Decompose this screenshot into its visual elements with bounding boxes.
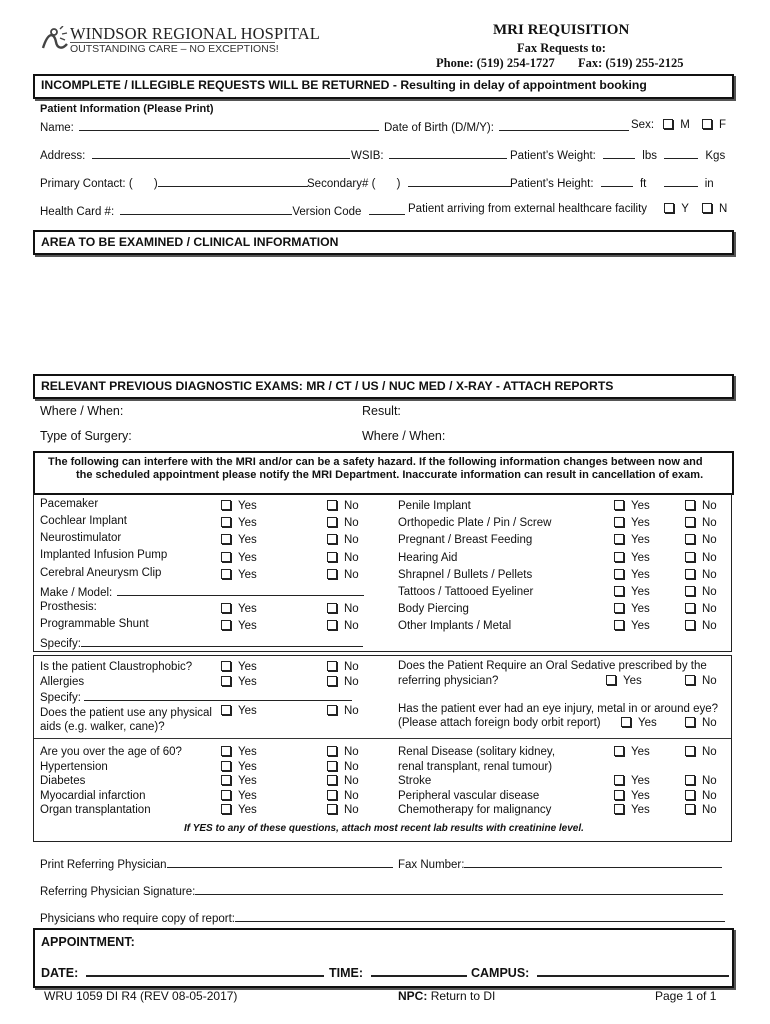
no-label: No — [344, 789, 359, 802]
sex-f-option — [702, 119, 726, 131]
yes-checkbox[interactable] — [221, 569, 231, 579]
yes-checkbox[interactable] — [221, 603, 231, 613]
no-label: No — [702, 804, 717, 816]
no-label: No — [702, 500, 717, 512]
sedative-question-2: referring physician? — [398, 675, 499, 687]
implant-right-6: Tattoos / Tattooed Eyeliner — [398, 586, 534, 599]
implant-left-3: Neurostimulator — [40, 532, 122, 544]
weight-kgs-field[interactable] — [664, 147, 698, 159]
patient-info-heading: Patient Information (Please Print) — [40, 103, 214, 115]
yes-label: Yes — [631, 534, 650, 547]
hospital-tagline: OUTSTANDING CARE – NO EXCEPTIONS! — [70, 43, 279, 55]
appointment-campus-field[interactable] — [537, 964, 729, 977]
no-label: No — [702, 675, 717, 687]
claustrophobic-question: Is the patient Claustrophobic? — [40, 661, 193, 673]
no-option[interactable] — [685, 550, 717, 567]
wsib-field[interactable] — [389, 147, 507, 159]
dob-row — [384, 119, 629, 134]
in-label: in — [704, 178, 714, 190]
print-physician-label: Print Referring Physician — [40, 859, 167, 871]
warning-text: INCOMPLETE / ILLEGIBLE REQUESTS WILL BE RETURNED - Resulting in delay of appointment booking — [41, 78, 647, 92]
sex-m-label: M — [680, 119, 690, 131]
history-frame — [33, 655, 732, 842]
right-yes-column — [614, 498, 650, 636]
hypertension-question: Hypertension — [40, 760, 108, 773]
yes-label: Yes — [238, 760, 257, 773]
type-of-surgery: Type of Surgery: — [40, 429, 132, 443]
health-card-row — [40, 203, 405, 218]
yes-label: Yes — [238, 534, 257, 547]
no-label: No — [344, 704, 359, 717]
no-option[interactable] — [327, 567, 359, 584]
external-facility-row — [408, 203, 689, 215]
hospital-logo — [40, 24, 320, 60]
sex-m-checkbox[interactable] — [663, 119, 673, 129]
version-code-field[interactable] — [369, 203, 405, 215]
sex-f-label: F — [719, 119, 727, 131]
left-yes-column — [221, 498, 257, 636]
no-checkbox[interactable] — [685, 517, 695, 527]
no-checkbox[interactable] — [327, 500, 337, 510]
no-checkbox[interactable] — [327, 517, 337, 527]
yes-checkbox[interactable] — [614, 586, 624, 596]
yes-label: Yes — [238, 500, 257, 512]
yes-label: Yes — [631, 603, 650, 616]
yes-option[interactable] — [614, 584, 650, 601]
no-label: No — [702, 620, 717, 633]
no-option[interactable] — [327, 498, 359, 515]
yes-label: Yes — [238, 620, 257, 633]
no-label: No — [344, 760, 359, 773]
version-code-label: Version Code — [292, 206, 362, 218]
phone-number: Phone: (519) 254-1727 — [436, 56, 555, 70]
yes-label: Yes — [631, 804, 650, 816]
no-checkbox[interactable] — [327, 569, 337, 579]
weight-row — [510, 147, 725, 162]
physical-aids-question-2: aids (e.g. walker, cane)? — [40, 721, 165, 733]
print-physician-field[interactable] — [167, 856, 393, 868]
external-no-checkbox[interactable] — [702, 203, 712, 213]
primary-paren-close: ) — [153, 178, 158, 190]
no-label: No — [344, 804, 359, 816]
implant-right-5: Shrapnel / Bullets / Pellets — [398, 568, 533, 581]
sedative-question-1: Does the Patient Require an Oral Sedative prescribed by the — [398, 660, 707, 672]
renal-question-2: renal transplant, renal tumour) — [398, 760, 553, 773]
implants-specify-row — [40, 635, 363, 650]
organ-transplant-question: Organ transplantation — [40, 804, 151, 816]
no-option[interactable] — [327, 532, 359, 549]
renal-question-1: Renal Disease (solitary kidney, — [398, 746, 556, 758]
previous-exams-title: RELEVANT PREVIOUS DIAGNOSTIC EXAMS: MR / CT / US / NUC MED / X-RAY - ATTACH REPORTS — [41, 379, 614, 393]
appointment-heading: APPOINTMENT: — [41, 935, 135, 949]
dob-field[interactable] — [499, 119, 629, 131]
yes-option[interactable] — [614, 601, 650, 618]
signature-field[interactable] — [195, 883, 723, 895]
yes-checkbox[interactable] — [614, 552, 624, 562]
yes-checkbox[interactable] — [614, 569, 624, 579]
wsib-row — [351, 147, 507, 162]
no-checkbox[interactable] — [685, 603, 695, 613]
yes-label: Yes — [631, 746, 650, 758]
no-label: No — [344, 620, 359, 633]
yes-label: Yes — [631, 586, 650, 599]
previous-where-when: Where / When: — [40, 404, 124, 418]
yes-checkbox[interactable] — [221, 500, 231, 510]
signature-label: Referring Physician Signature: — [40, 886, 196, 898]
no-label: No — [702, 775, 717, 787]
yes-label: Yes — [631, 568, 650, 581]
yes-label: Yes — [631, 551, 650, 564]
yes-option[interactable] — [221, 532, 257, 549]
no-checkbox[interactable] — [685, 500, 695, 510]
myocardial-question: Myocardial infarction — [40, 789, 146, 802]
appointment-campus-label: CAMPUS: — [471, 966, 530, 980]
yes-label: Yes — [238, 661, 257, 673]
yes-checkbox[interactable] — [221, 534, 231, 544]
yes-option[interactable] — [221, 618, 257, 635]
physician-fax-row — [398, 856, 722, 871]
implant-right-7: Body Piercing — [398, 603, 469, 616]
no-label: No — [344, 568, 359, 581]
fax-number: Fax: (519) 255-2125 — [578, 56, 684, 70]
no-label: No — [344, 603, 359, 616]
primary-contact-label: Primary Contact: ( — [40, 178, 133, 190]
no-option[interactable] — [685, 567, 717, 584]
yes-checkbox[interactable] — [614, 517, 624, 527]
kgs-label: Kgs — [705, 150, 726, 162]
yes-label: Yes — [238, 789, 257, 802]
area-examined-title: AREA TO BE EXAMINED / CLINICAL INFORMATION — [41, 235, 339, 249]
yes-checkbox[interactable] — [221, 620, 231, 630]
signature-row — [40, 883, 723, 898]
ft-label: ft — [639, 178, 647, 190]
no-option[interactable] — [685, 601, 717, 618]
external-yes-checkbox[interactable] — [664, 203, 674, 213]
chemo-question: Chemotherapy for malignancy — [398, 804, 552, 816]
height-label: Patient’s Height: — [510, 178, 594, 190]
stroke-question: Stroke — [398, 775, 432, 787]
no-label: No — [702, 517, 717, 530]
right-no-column — [685, 498, 717, 636]
secondary-label: Secondary# ( — [307, 178, 376, 190]
external-no-label: N — [719, 203, 728, 215]
diabetes-question: Diabetes — [40, 775, 86, 787]
health-card-label: Health Card #: — [40, 206, 115, 218]
no-label: No — [344, 746, 359, 758]
print-physician-row — [40, 856, 393, 871]
no-label: No — [702, 586, 717, 599]
yes-label: Yes — [238, 675, 257, 688]
page-number: Page 1 of 1 — [655, 989, 717, 1003]
yes-option[interactable] — [614, 567, 650, 584]
no-label: No — [344, 500, 359, 512]
implant-left-4: Implanted Infusion Pump — [40, 549, 168, 561]
yes-option[interactable] — [614, 515, 650, 532]
yes-option[interactable] — [221, 515, 257, 532]
implant-right-3: Pregnant / Breast Feeding — [398, 534, 533, 547]
no-option[interactable] — [327, 601, 359, 618]
surgery-where-when: Where / When: — [362, 429, 446, 443]
health-card-field[interactable] — [120, 203, 292, 215]
yes-option[interactable] — [614, 550, 650, 567]
no-option[interactable] — [685, 532, 717, 549]
no-option[interactable] — [685, 584, 717, 601]
no-option[interactable] — [327, 550, 359, 567]
appointment-date-label: DATE: — [41, 966, 79, 980]
weight-label: Patient’s Weight: — [510, 150, 596, 162]
no-option[interactable] — [685, 498, 717, 515]
yes-label: Yes — [631, 620, 650, 633]
implants-right-column — [398, 498, 551, 636]
no-label: No — [702, 603, 717, 616]
no-checkbox[interactable] — [685, 534, 695, 544]
height-row — [510, 175, 714, 190]
yes-option[interactable] — [221, 550, 257, 567]
appointment-campus-row — [471, 964, 729, 980]
allergies-question: Allergies — [40, 675, 85, 688]
name-field[interactable] — [79, 119, 379, 131]
no-label: No — [702, 551, 717, 564]
form-code: WRU 1059 DI R4 (REV 08-05-2017) — [44, 989, 238, 1003]
no-checkbox[interactable] — [685, 552, 695, 562]
no-label: No — [344, 551, 359, 564]
secondary-contact-row — [307, 175, 511, 190]
sex-row — [631, 119, 690, 131]
previous-result: Result: — [362, 404, 401, 418]
height-in-field[interactable] — [664, 175, 698, 187]
no-checkbox[interactable] — [685, 586, 695, 596]
secondary-paren-close: ) — [396, 178, 401, 190]
eye-injury-question-2: (Please attach foreign body orbit report) — [398, 717, 601, 729]
lbs-label: lbs — [642, 150, 657, 162]
npc-row — [398, 989, 495, 1003]
make-model-label: Make / Model: — [40, 587, 113, 599]
logo-figure-icon — [40, 26, 70, 56]
external-no-option — [702, 203, 727, 215]
yes-checkbox[interactable] — [614, 620, 624, 630]
primary-contact-field[interactable] — [158, 175, 308, 187]
yes-label: Yes — [238, 746, 257, 758]
no-label: No — [344, 517, 359, 530]
physical-aids-question-1: Does the patient use any physical — [40, 706, 212, 719]
implant-right-8: Other Implants / Metal — [398, 620, 512, 633]
implant-left-7: Prosthesis: — [40, 601, 97, 613]
form-title: MRI REQUISITION — [493, 22, 630, 38]
no-label: No — [702, 568, 717, 581]
implant-left-2: Cochlear Implant — [40, 515, 127, 527]
implants-specify-field[interactable] — [81, 635, 363, 647]
yes-label: Yes — [238, 775, 257, 787]
yes-label: Yes — [631, 775, 650, 787]
yes-label: Yes — [638, 717, 657, 729]
external-yes-label: Y — [681, 203, 689, 215]
yes-label: Yes — [238, 551, 257, 564]
copy-report-field[interactable] — [235, 910, 725, 922]
yes-checkbox[interactable] — [221, 552, 231, 562]
appointment-time-label: TIME: — [329, 966, 364, 980]
npc-label: NPC: — [398, 989, 428, 1003]
yes-option[interactable] — [614, 498, 650, 515]
wsib-label: WSIB: — [351, 150, 384, 162]
yes-checkbox[interactable] — [614, 603, 624, 613]
yes-option[interactable] — [221, 498, 257, 515]
no-label: No — [702, 789, 717, 802]
height-ft-field[interactable] — [601, 175, 633, 187]
appointment-date-field[interactable] — [86, 964, 324, 977]
no-label: No — [702, 717, 717, 729]
external-facility-label: Patient arriving from external healthcare facility — [408, 203, 648, 215]
no-checkbox[interactable] — [327, 620, 337, 630]
hospital-name: WINDSOR REGIONAL HOSPITAL — [70, 24, 320, 43]
npc-text: Return to DI — [430, 989, 496, 1003]
safety-notice-line1: The following can interfere with the MRI and/or can be a safety hazard. If the following information changes between now and — [48, 456, 703, 468]
appointment-date-row — [41, 964, 324, 980]
implant-right-1: Penile Implant — [398, 500, 471, 512]
no-checkbox[interactable] — [685, 620, 695, 630]
no-label: No — [344, 775, 359, 787]
fax-requests-label: Fax Requests to: — [517, 41, 606, 55]
yes-checkbox[interactable] — [614, 534, 624, 544]
sex-label: Sex: — [631, 119, 655, 131]
implant-left-8: Programmable Shunt — [40, 618, 149, 630]
physician-fax-field[interactable] — [464, 856, 722, 868]
allergies-specify-label: Specify: — [40, 692, 81, 704]
yes-option[interactable] — [614, 532, 650, 549]
safety-notice-line2: the scheduled appointment please notify the MRI Department. Inaccurate information can result in cancellation of exam. — [76, 469, 704, 481]
appointment-time-field[interactable] — [371, 964, 467, 977]
implants-specify-label: Specify: — [40, 638, 81, 650]
copy-report-label: Physicians who require copy of report: — [40, 913, 235, 925]
yes-option[interactable] — [221, 601, 257, 618]
address-field[interactable] — [92, 147, 350, 159]
yes-label: Yes — [631, 500, 650, 512]
address-label: Address: — [40, 150, 86, 162]
sex-f-checkbox[interactable] — [702, 119, 712, 129]
copy-report-row — [40, 910, 725, 925]
no-checkbox[interactable] — [327, 552, 337, 562]
clinical-info-field[interactable] — [36, 256, 730, 368]
no-checkbox[interactable] — [327, 603, 337, 613]
yes-checkbox[interactable] — [614, 500, 624, 510]
no-label: No — [702, 534, 717, 547]
dob-label: Date of Birth (D/M/Y): — [384, 122, 494, 134]
no-checkbox[interactable] — [327, 534, 337, 544]
over-60-question: Are you over the age of 60? — [40, 746, 182, 758]
make-model-row — [40, 584, 364, 599]
yes-option[interactable] — [221, 567, 257, 584]
yes-checkbox[interactable] — [221, 517, 231, 527]
lab-results-note: If YES to any of these questions, attach most recent lab results with creatinine level. — [184, 823, 584, 834]
no-option[interactable] — [327, 515, 359, 532]
secondary-field[interactable] — [408, 175, 511, 187]
eye-injury-question-1: Has the patient ever had an eye injury, metal in or around eye? — [398, 703, 719, 715]
name-row — [40, 119, 379, 134]
yes-label: Yes — [238, 603, 257, 616]
primary-contact-row — [40, 175, 308, 190]
yes-label: Yes — [631, 789, 650, 802]
no-label: No — [344, 534, 359, 547]
no-label: No — [344, 661, 359, 673]
yes-label: Yes — [238, 704, 257, 717]
physician-fax-label: Fax Number: — [398, 859, 465, 871]
yes-label: Yes — [623, 675, 642, 687]
no-option[interactable] — [685, 618, 717, 635]
no-label: No — [344, 675, 359, 688]
left-no-column — [327, 498, 359, 636]
yes-label: Yes — [238, 568, 257, 581]
yes-label: Yes — [238, 804, 257, 816]
no-checkbox[interactable] — [685, 569, 695, 579]
pvd-question: Peripheral vascular disease — [398, 789, 540, 802]
implant-left-5: Cerebral Aneurysm Clip — [40, 567, 162, 579]
address-row — [40, 147, 350, 162]
yes-label: Yes — [631, 517, 650, 530]
implant-left-1: Pacemaker — [40, 498, 99, 510]
appointment-time-row — [329, 964, 467, 980]
implant-right-2: Orthopedic Plate / Pin / Screw — [398, 517, 552, 530]
weight-lbs-field[interactable] — [603, 147, 635, 159]
no-option[interactable] — [685, 515, 717, 532]
yes-option[interactable] — [614, 618, 650, 635]
no-label: No — [702, 746, 717, 758]
no-option[interactable] — [327, 618, 359, 635]
implant-right-4: Hearing Aid — [398, 551, 458, 564]
yes-label: Yes — [238, 517, 257, 530]
name-label: Name: — [40, 122, 74, 134]
